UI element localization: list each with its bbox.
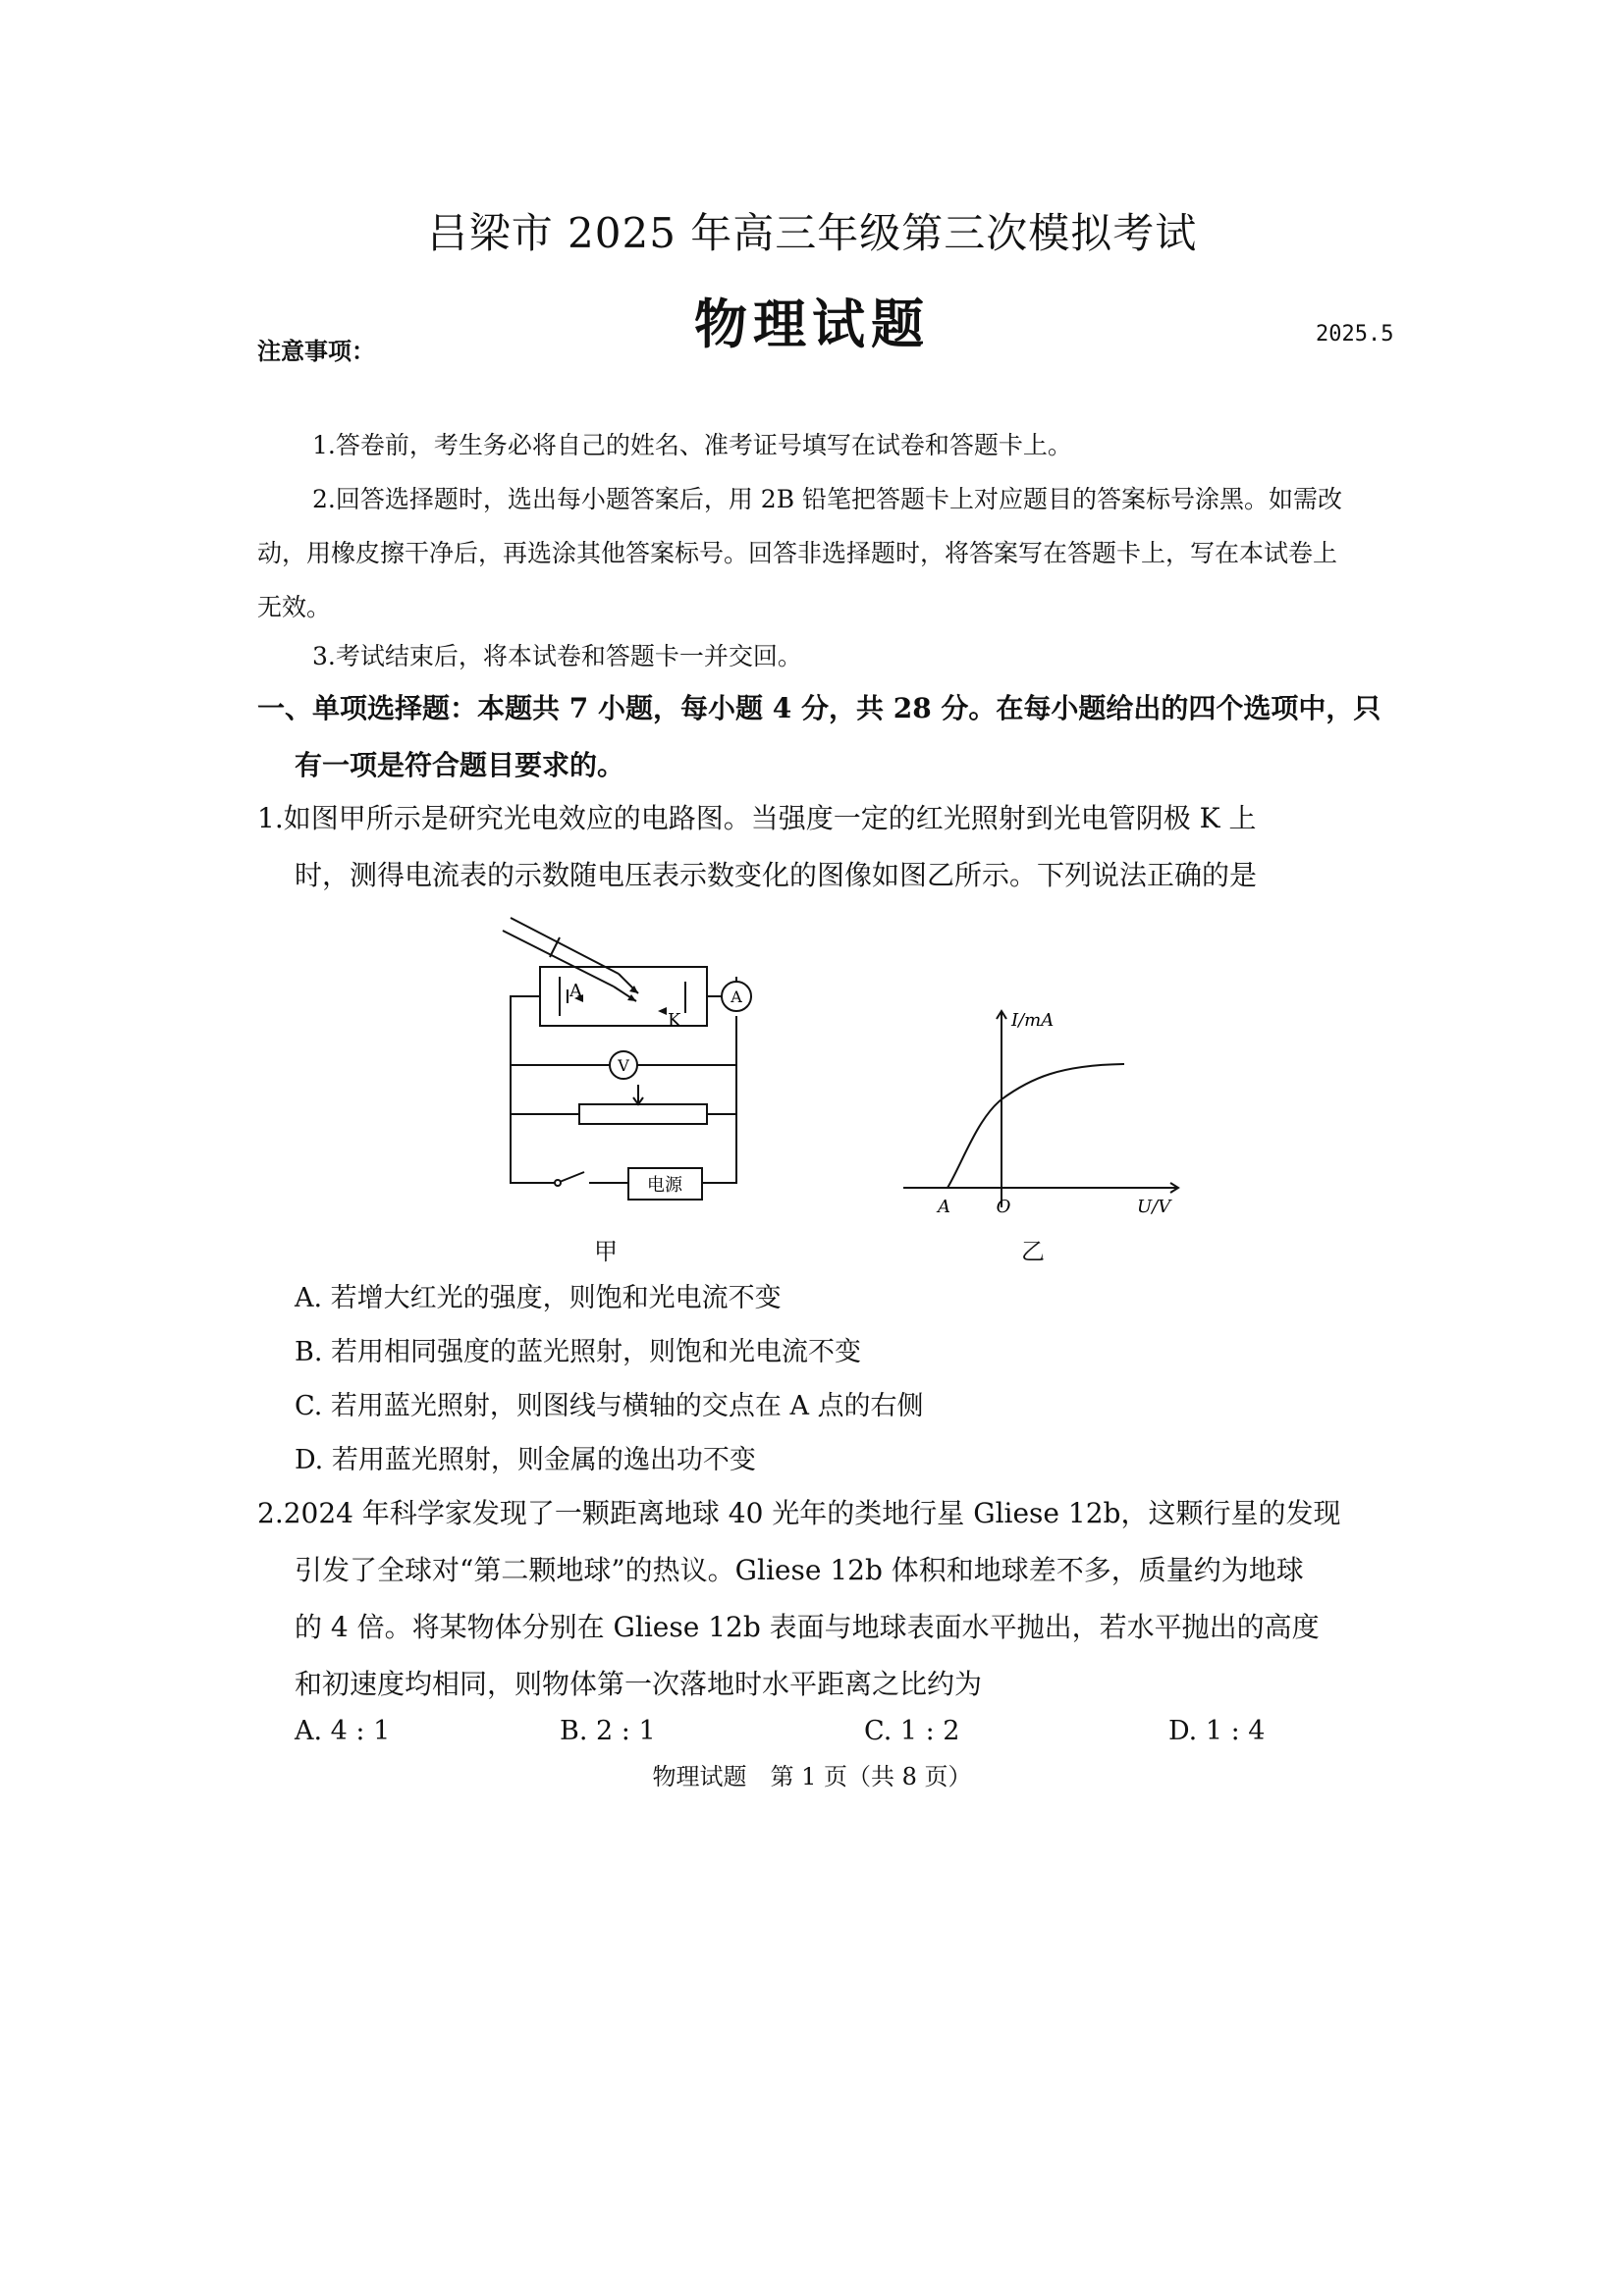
note-item-1: 1.答卷前，考生务必将自己的姓名、准考证号填写在试卷和答题卡上。 [312, 431, 1072, 459]
q2-option-c: C. 1 : 2 [864, 1716, 960, 1746]
question-2-line-2: 引发了全球对“第二颗地球”的热议。Gliese 12b 体积和地球差不多，质量约为地球 [295, 1554, 1304, 1586]
cathode-label: K [668, 1010, 681, 1031]
exam-title: 吕梁市 2025 年高三年级第三次模拟考试 [426, 209, 1198, 257]
figure-b-caption: 乙 [1021, 1238, 1045, 1265]
section-heading-line-2: 有一项是符合题目要求的。 [295, 749, 625, 781]
notes-heading: 注意事项： [257, 337, 375, 365]
q2-option-d: D. 1 : 4 [1168, 1716, 1266, 1746]
q1-option-b: B. 若用相同强度的蓝光照射，则饱和光电流不变 [295, 1337, 862, 1367]
note-item-3: 3.考试结束后，将本试卷和答题卡一并交回。 [312, 642, 802, 670]
circuit-diagram [491, 903, 785, 1227]
q1-option-a: A. 若增大红光的强度，则饱和光电流不变 [295, 1283, 782, 1313]
note-item-2-line-1: 2.回答选择题时，选出每小题答案后，用 2B 铅笔把答题卡上对应题目的答案标号涂黑。如需改 [312, 485, 1343, 513]
section-heading-line-1: 一、单项选择题：本题共 7 小题，每小题 4 分，共 28 分。在每小题给出的四个选项中，只 [257, 692, 1381, 724]
q2-option-b: B. 2 : 1 [560, 1716, 656, 1746]
ammeter-label: A [731, 988, 742, 1006]
q1-option-c: C. 若用蓝光照射，则图线与横轴的交点在 A 点的右侧 [295, 1391, 924, 1421]
point-a-label: A [938, 1197, 950, 1217]
exam-date: 2025.5 [1316, 322, 1394, 347]
iu-graph [884, 991, 1198, 1227]
q2-option-a: A. 4 : 1 [295, 1716, 391, 1746]
question-1-line-2: 时，测得电流表的示数随电压表示数变化的图像如图乙所示。下列说法正确的是 [295, 859, 1258, 891]
subject-title: 物理试题 [694, 293, 930, 355]
y-axis-label: I/mA [1011, 1010, 1055, 1031]
origin-label: O [996, 1197, 1011, 1217]
note-item-2-line-2: 动，用橡皮擦干净后，再选涂其他答案标号。回答非选择题时，将答案写在答题卡上，写在本试卷上 [257, 539, 1338, 567]
x-axis-label: U/V [1137, 1197, 1171, 1217]
question-1-line-1: 1.如图甲所示是研究光电效应的电路图。当强度一定的红光照射到光电管阴极 K 上 [257, 802, 1257, 834]
voltmeter-label: V [618, 1056, 629, 1075]
question-2-line-4: 和初速度均相同，则物体第一次落地时水平距离之比约为 [295, 1668, 983, 1700]
power-source-label: 电源 [647, 1175, 682, 1196]
question-2-line-3: 的 4 倍。将某物体分别在 Gliese 12b 表面与地球表面水平抛出，若水平抛出的高度 [295, 1611, 1320, 1643]
anode-label: A [569, 981, 582, 1001]
question-2-line-1: 2.2024 年科学家发现了一颗距离地球 40 光年的类地行星 Gliese 12b，这颗行星的发现 [257, 1497, 1341, 1529]
page-footer: 物理试题 第 1 页（共 8 页） [652, 1763, 972, 1790]
note-item-2-line-3: 无效。 [257, 593, 332, 621]
figure-a-caption: 甲 [594, 1238, 618, 1265]
q1-option-d: D. 若用蓝光照射，则金属的逸出功不变 [295, 1445, 756, 1475]
